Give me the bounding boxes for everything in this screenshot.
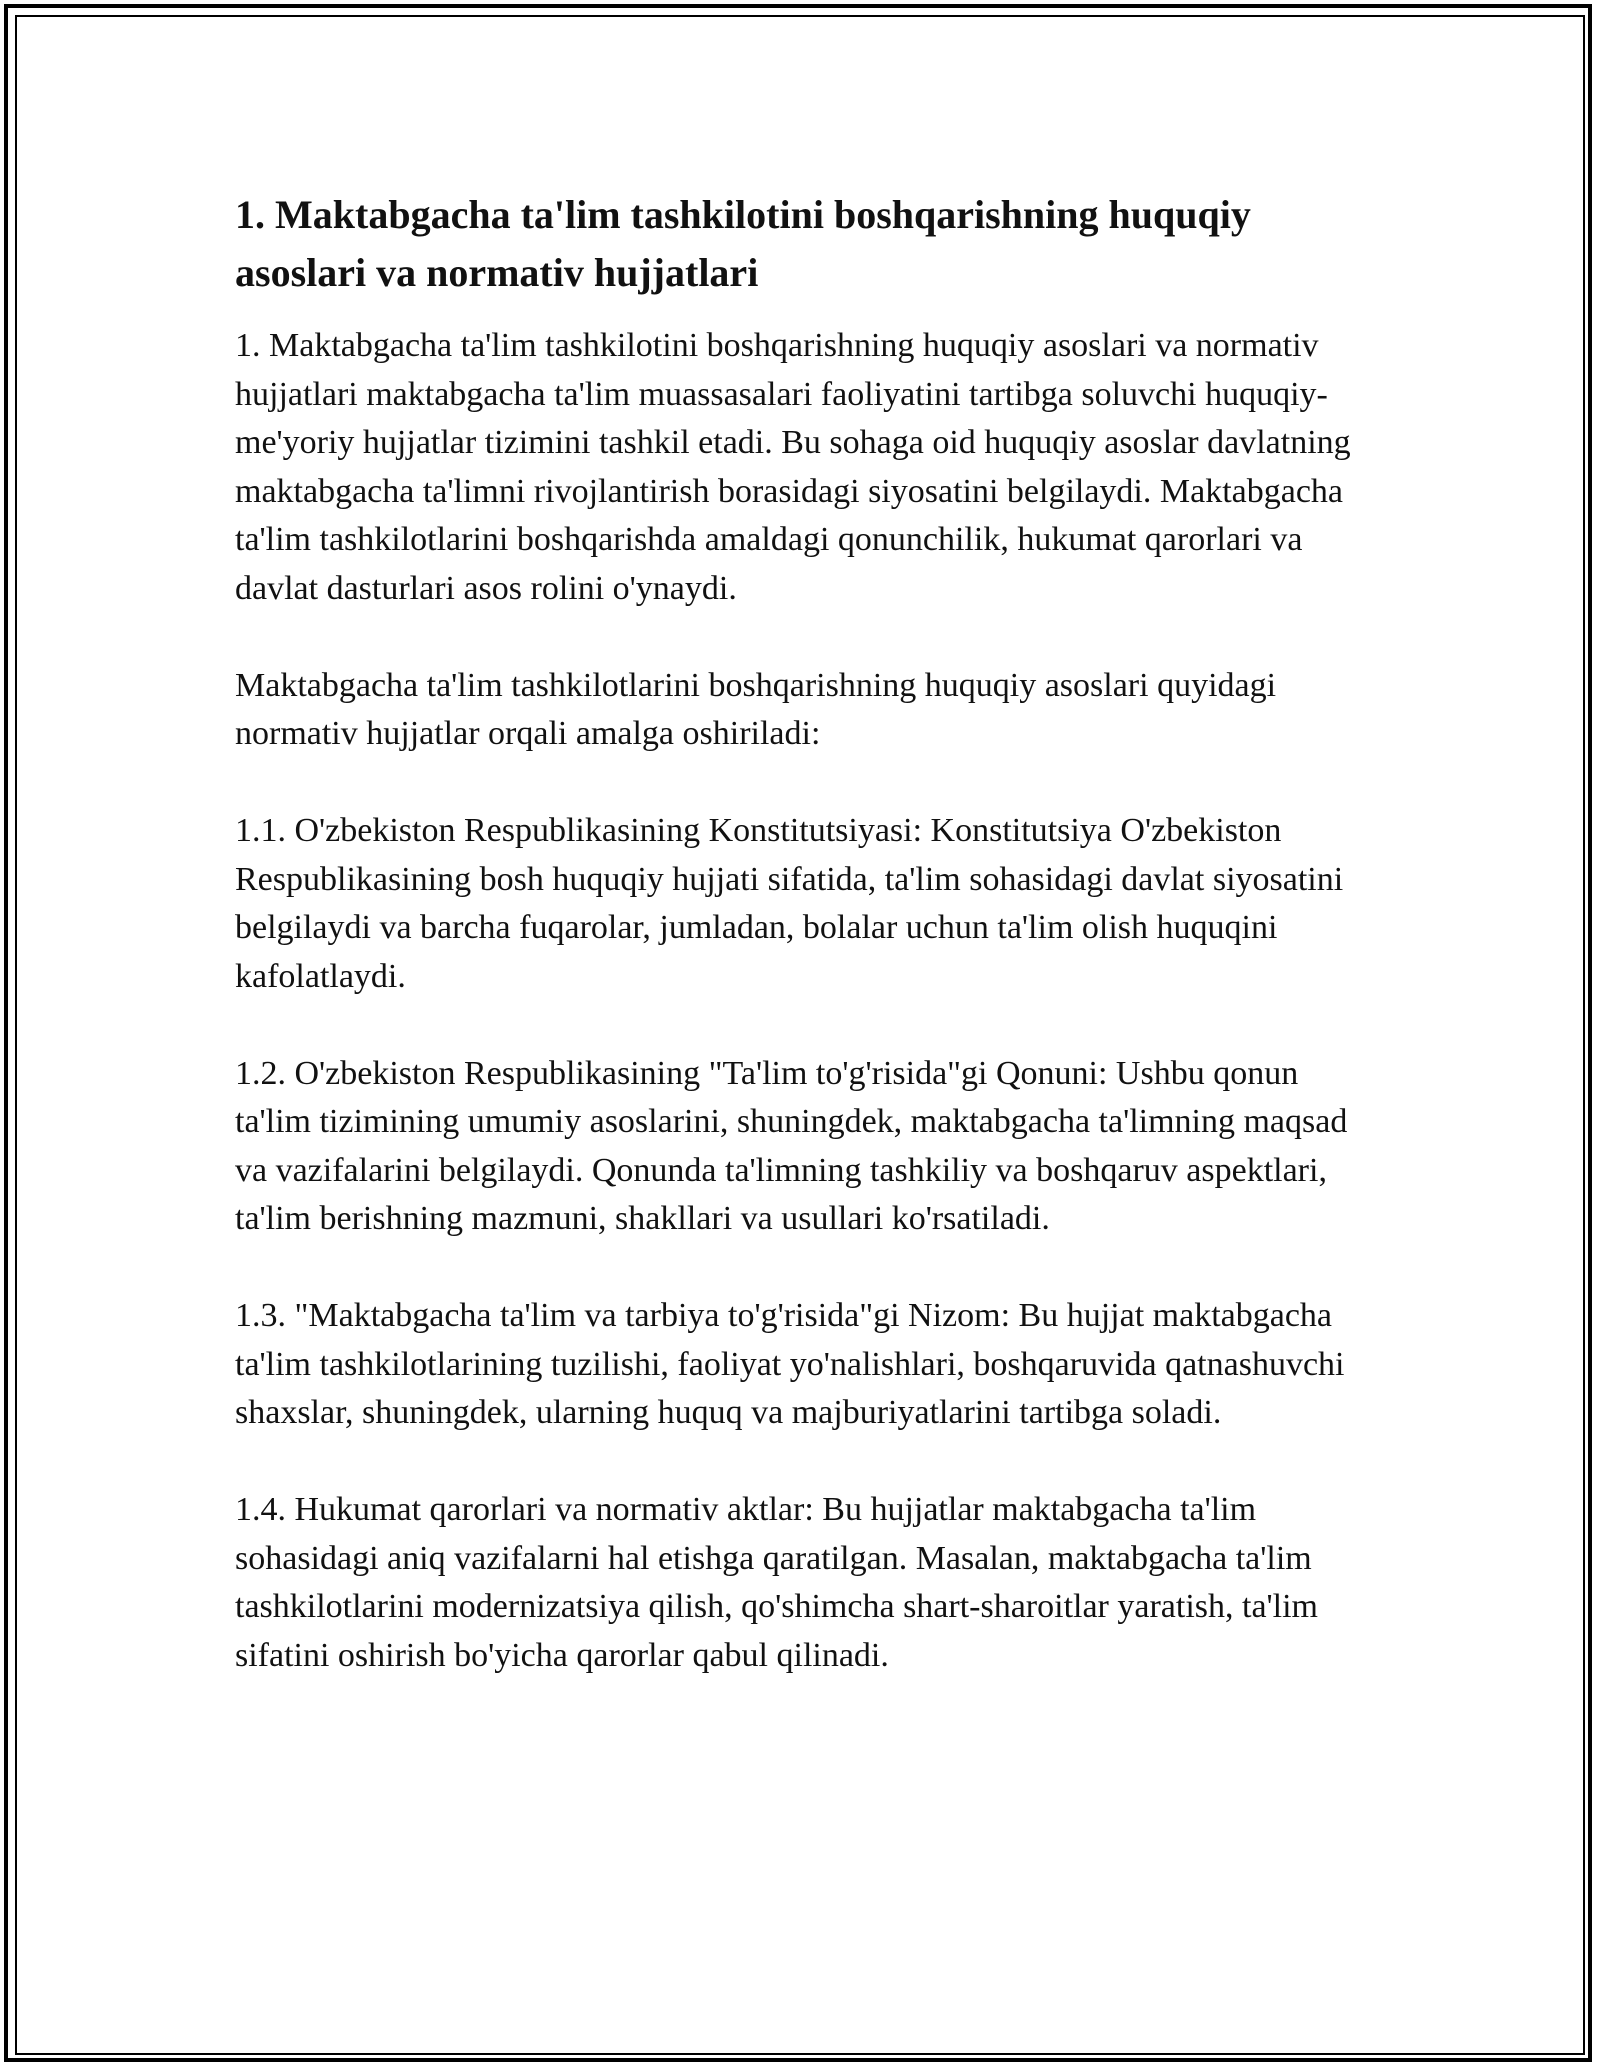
constitution-paragraph: 1.1. O'zbekiston Respublikasining Konstitutsiyasi: Konstitutsiya O'zbekiston Respublikasining bosh huquqiy hujjati sifatida, ta'lim sohasidagi davlat siyosatini belgilaydi va barcha fuqarolar, jumladan, bolalar uchun ta'lim olish huquqini kafolatlaydi. [235,812,1344,995]
document-body [235,186,1370,1680]
intro-paragraph: 1. Maktabgacha ta'lim tashkilotini boshqarishning huquqiy asoslari va normativ hujjatlari maktabgacha ta'lim muassasalari faoliyatini tartibga soluvchi huquqiy-me'yoriy hujjatlar tizimini tashkil etadi. Bu sohaga oid huquqiy asoslar davlatning maktabgacha ta'limni rivojlantirish borasidagi siyosatini belgilaydi. Maktabgacha ta'lim tashkilotlarini boshqarishda amaldagi qonunchilik, hukumat qarorlari va davlat dasturlari asos rolini o'ynaydi. [235,327,1351,607]
government-decisions-paragraph: 1.4. Hukumat qarorlari va normativ aktlar: Bu hujjatlar maktabgacha ta'lim sohasidagi aniq vazifalarni hal etishga qaratilgan. Masalan, maktabgacha ta'lim tashkilotlarini modernizatsiya qilish, qo'shimcha shart-sharoitlar yaratish, ta'lim sifatini oshirish bo'yicha qarorlar qabul qilinadi. [235,1491,1319,1674]
preschool-regulation-paragraph: 1.3. "Maktabgacha ta'lim va tarbiya to'g'risida"gi Nizom: Bu hujjat maktabgacha ta'lim tashkilotlarining tuzilishi, faoliyat yo'nalishlari, boshqaruvida qatnashuvchi shaxslar, shuningdek, ularning huquq va majburiyatlarini tartibga soladi. [235,1297,1345,1431]
page-title: 1. Maktabgacha ta'lim tashkilotini boshqarishning huquqiy asoslari va normativ hujjatlari [235,192,1251,295]
education-law-paragraph: 1.2. O'zbekiston Respublikasining "Ta'lim to'g'risida"gi Qonuni: Ushbu qonun ta'lim tizimining umumiy asoslarini, shuningdek, maktabgacha ta'limning maqsad va vazifalarini belgilaydi. Qonunda ta'limning tashkiliy va boshqaruv aspektlari, ta'lim berishning mazmuni, shakllari va usullari ko'rsatiladi. [235,1054,1348,1237]
normative-documents-intro: Maktabgacha ta'lim tashkilotlarini boshqarishning huquqiy asoslari quyidagi normativ hujjatlar orqali amalga oshiriladi: [235,666,1277,752]
